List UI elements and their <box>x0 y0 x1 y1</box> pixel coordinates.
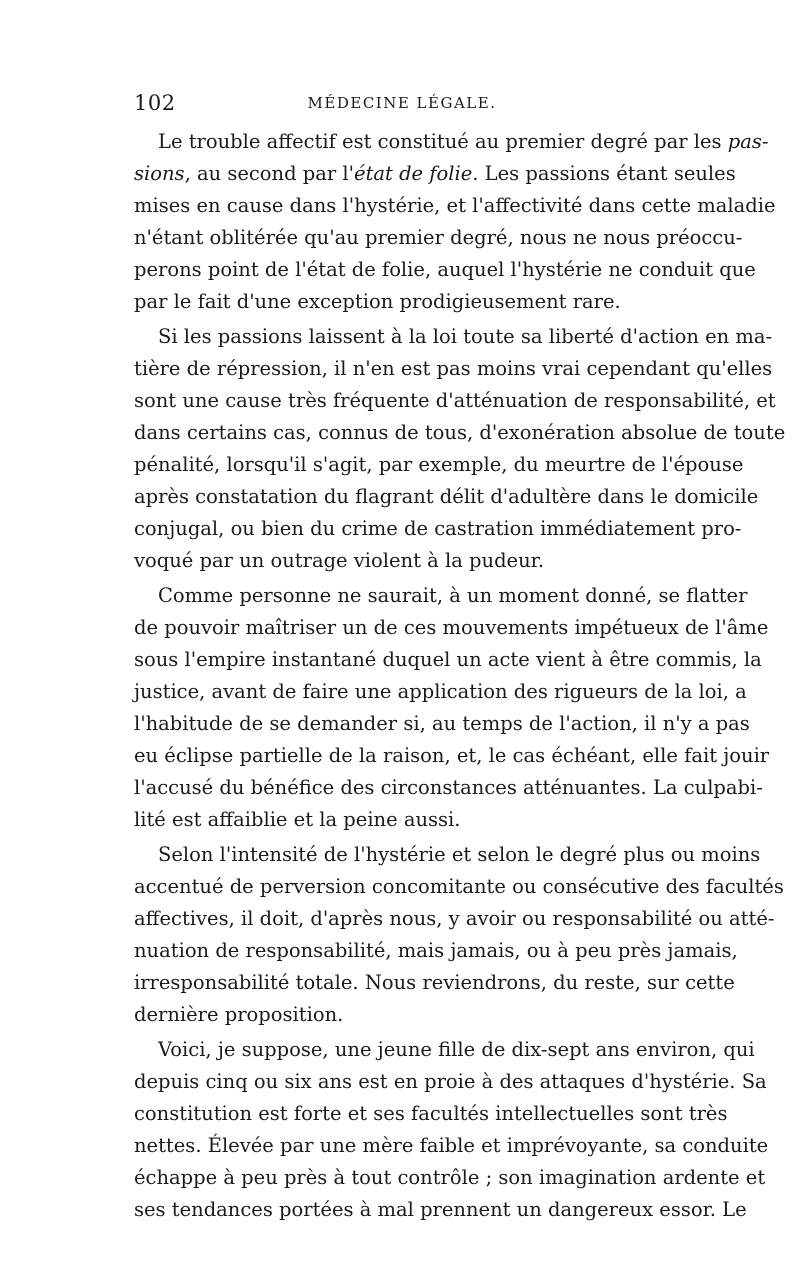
text-line: conjugal, ou bien du crime de castration immédiatement pro- <box>134 517 742 540</box>
running-title: MÉDECINE LÉGALE. <box>307 94 497 112</box>
text-line: l'accusé du bénéfice des circonstances atténuantes. La culpabi- <box>134 776 763 799</box>
text-line: perons point de l'état de folie, auquel l'hystérie ne conduit que <box>134 258 756 281</box>
text-line: l'habitude de se demander si, au temps de l'action, il n'y a pas <box>134 712 750 735</box>
text-line: Si les passions laissent à la loi toute sa liberté d'action en ma- <box>158 325 773 348</box>
text-line: justice, avant de faire une application des rigueurs de la loi, a <box>134 680 747 703</box>
text-line: pénalité, lorsqu'il s'agit, par exemple, du meurtre de l'épouse <box>134 453 744 476</box>
text-line: sont une cause très fréquente d'atténuation de responsabilité, et <box>134 389 776 412</box>
text-line: depuis cinq ou six ans est en proie à des attaques d'hystérie. Sa <box>134 1070 767 1093</box>
text-line: lité est affaiblie et la peine aussi. <box>134 808 461 831</box>
text-line: Comme personne ne saurait, à un moment donné, se flatter <box>158 584 748 607</box>
text-line: tière de répression, il n'en est pas moins vrai cependant qu'elles <box>134 357 773 380</box>
body-text <box>134 126 786 1226</box>
text-line: accentué de perversion concomitante ou consécutive des facultés <box>134 875 784 898</box>
text-line: nettes. Élevée par une mère faible et imprévoyante, sa conduite <box>134 1134 769 1157</box>
text-line: de pouvoir maîtriser un de ces mouvements impétueux de l'âme <box>134 616 769 639</box>
text-line: affectives, il doit, d'après nous, y avoir ou responsabilité ou atté- <box>134 907 775 930</box>
text-line: Selon l'intensité de l'hystérie et selon le degré plus ou moins <box>158 843 761 866</box>
running-head <box>134 91 670 121</box>
text-line: irresponsabilité totale. Nous reviendrons, du reste, sur cette <box>134 971 735 994</box>
page-number: 102 <box>134 91 176 115</box>
text-line: sous l'empire instantané duquel un acte vient à être commis, la <box>134 648 762 671</box>
text-line: dernière proposition. <box>134 1003 344 1026</box>
text-line: sions, au second par l'état de folie. Les passions étant seules <box>134 162 736 185</box>
text-line: ses tendances portées à mal prennent un dangereux essor. Le <box>134 1198 747 1221</box>
text-line: Voici, je suppose, une jeune fille de dix-sept ans environ, qui <box>158 1038 755 1061</box>
text-line: nuation de responsabilité, mais jamais, ou à peu près jamais, <box>134 939 738 962</box>
text-line: n'étant oblitérée qu'au premier degré, nous ne nous préoccu- <box>134 226 743 249</box>
text-line: voqué par un outrage violent à la pudeur. <box>134 549 545 572</box>
text-line: après constatation du flagrant délit d'adultère dans le domicile <box>134 485 759 508</box>
text-line: par le fait d'une exception prodigieusement rare. <box>134 290 621 313</box>
text-line: dans certains cas, connus de tous, d'exonération absolue de toute <box>134 421 786 444</box>
text-line: mises en cause dans l'hystérie, et l'affectivité dans cette maladie <box>134 194 776 217</box>
text-line: constitution est forte et ses facultés intellectuelles sont très <box>134 1102 728 1125</box>
text-line: Le trouble affectif est constitué au premier degré par les pas- <box>158 130 769 153</box>
text-line: eu éclipse partielle de la raison, et, le cas échéant, elle fait jouir <box>134 744 770 767</box>
text-line: échappe à peu près à tout contrôle ; son imagination ardente et <box>134 1166 766 1189</box>
